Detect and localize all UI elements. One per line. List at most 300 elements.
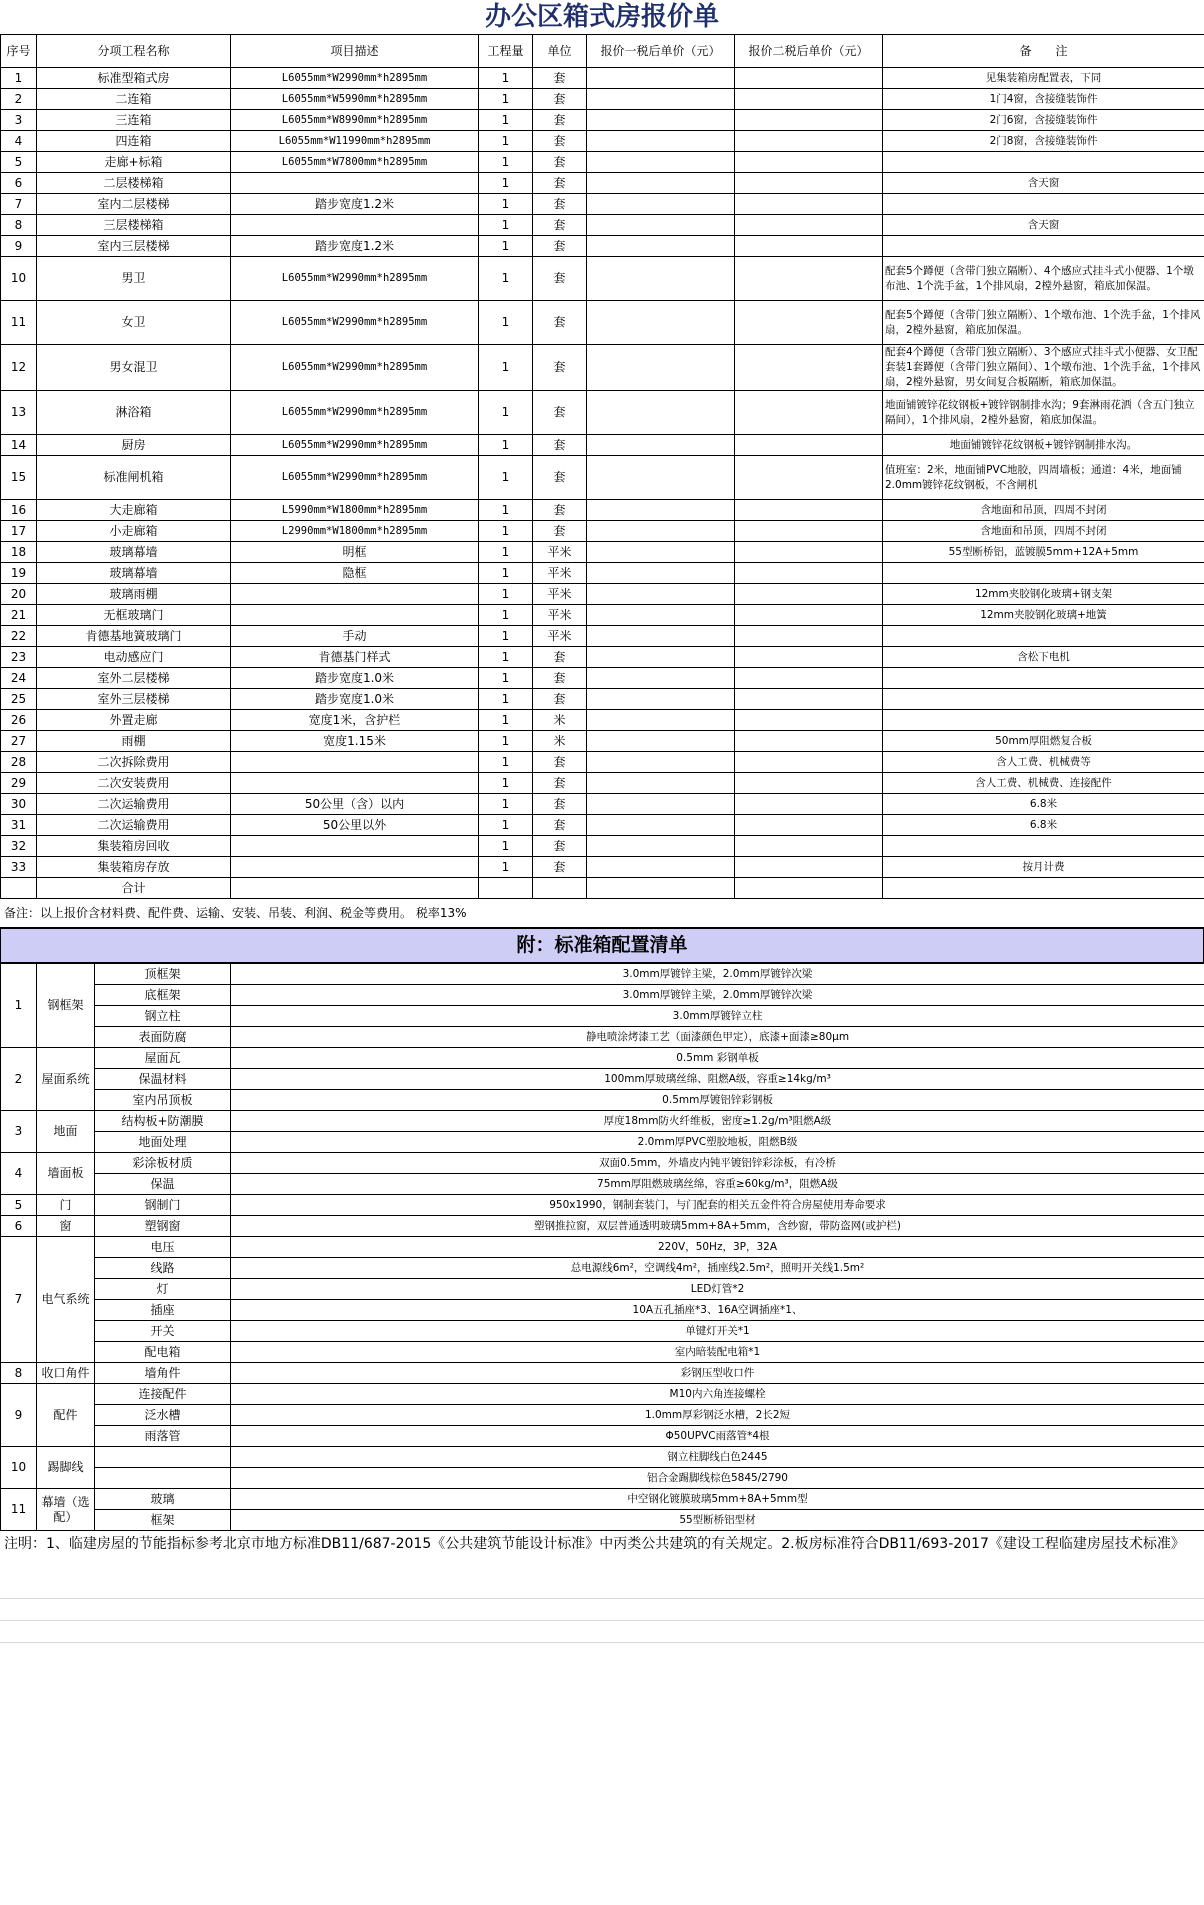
- row-desc: 肯德基门样式: [231, 647, 479, 668]
- row-qty: 1: [479, 731, 533, 752]
- row-desc: [231, 878, 479, 899]
- row-unit: 套: [533, 836, 587, 857]
- row-name: 标准型箱式房: [37, 68, 231, 89]
- row-qty: 1: [479, 500, 533, 521]
- row-price2: [735, 152, 883, 173]
- row-qty: 1: [479, 68, 533, 89]
- appendix-row: [1, 1300, 1204, 1321]
- appendix-spec: 室内暗装配电箱*1: [231, 1342, 1204, 1363]
- row-no: 26: [1, 710, 37, 731]
- row-desc: 50公里（含）以内: [231, 794, 479, 815]
- row-no: [1, 878, 37, 899]
- row-no: 23: [1, 647, 37, 668]
- row-price2: [735, 194, 883, 215]
- row-qty: 1: [479, 752, 533, 773]
- appendix-row: [1, 1195, 1204, 1216]
- row-price2: [735, 857, 883, 878]
- row-remark: 12mm夹胶钢化玻璃+钢支架: [883, 584, 1204, 605]
- row-price1: [587, 731, 735, 752]
- row-desc: 隐框: [231, 563, 479, 584]
- row-price1: [587, 647, 735, 668]
- appendix-spec: 10A五孔插座*3、16A空调插座*1、: [231, 1300, 1204, 1321]
- row-remark: 含地面和吊顶，四周不封闭: [883, 500, 1204, 521]
- row-no: 16: [1, 500, 37, 521]
- row-price1: [587, 173, 735, 194]
- row-remark: [883, 194, 1204, 215]
- row-price2: [735, 257, 883, 301]
- appendix-item: 电压: [95, 1237, 231, 1258]
- row-qty: 1: [479, 626, 533, 647]
- row-remark: 2门8窗，含接缝装饰件: [883, 131, 1204, 152]
- row-name: 无框玻璃门: [37, 605, 231, 626]
- table-row: [1, 131, 1204, 152]
- row-desc: 手动: [231, 626, 479, 647]
- row-name: 标准闸机箱: [37, 456, 231, 500]
- appendix-item: 墙角件: [95, 1363, 231, 1384]
- row-price1: [587, 710, 735, 731]
- row-name: 大走廊箱: [37, 500, 231, 521]
- appendix-row: [1, 1468, 1204, 1489]
- col-header-price1: 报价一税后单价（元）: [587, 35, 735, 68]
- row-desc: 明框: [231, 542, 479, 563]
- row-desc: L6055mm*W2990mm*h2895mm: [231, 345, 479, 391]
- appendix-group: 收口角件: [37, 1363, 95, 1384]
- row-desc: [231, 215, 479, 236]
- table-row: [1, 194, 1204, 215]
- row-unit: 米: [533, 731, 587, 752]
- row-remark: [883, 626, 1204, 647]
- row-desc: 踏步宽度1.0米: [231, 668, 479, 689]
- row-no: 28: [1, 752, 37, 773]
- appendix-item: 地面处理: [95, 1132, 231, 1153]
- row-price2: [735, 710, 883, 731]
- row-remark: [883, 668, 1204, 689]
- row-name: 二次运输费用: [37, 794, 231, 815]
- row-qty: 1: [479, 689, 533, 710]
- appendix-spec: 中空钢化镀膜玻璃5mm+8A+5mm型: [231, 1489, 1204, 1510]
- row-remark: 地面铺镀锌花纹钢板+镀锌钢制排水沟。: [883, 435, 1204, 456]
- table-row: [1, 626, 1204, 647]
- row-desc: [231, 752, 479, 773]
- row-no: 32: [1, 836, 37, 857]
- row-qty: 1: [479, 301, 533, 345]
- row-qty: 1: [479, 584, 533, 605]
- appendix-table: [0, 963, 1204, 1531]
- row-price2: [735, 236, 883, 257]
- row-remark: 含天窗: [883, 173, 1204, 194]
- row-no: 14: [1, 435, 37, 456]
- appendix-row: [1, 1132, 1204, 1153]
- row-price1: [587, 435, 735, 456]
- row-qty: 1: [479, 542, 533, 563]
- appendix-no: 8: [1, 1363, 37, 1384]
- row-price1: [587, 815, 735, 836]
- row-price2: [735, 563, 883, 584]
- row-price1: [587, 456, 735, 500]
- row-no: 5: [1, 152, 37, 173]
- row-price1: [587, 584, 735, 605]
- table-row: [1, 815, 1204, 836]
- row-price2: [735, 173, 883, 194]
- table-row: [1, 110, 1204, 131]
- appendix-spec: 75mm厚阻燃玻璃丝绵，容重≥60kg/m³，阻燃A级: [231, 1174, 1204, 1195]
- row-name: 雨棚: [37, 731, 231, 752]
- row-unit: 套: [533, 236, 587, 257]
- table-row: [1, 836, 1204, 857]
- row-price2: [735, 584, 883, 605]
- row-price1: [587, 752, 735, 773]
- row-price2: [735, 131, 883, 152]
- row-no: 30: [1, 794, 37, 815]
- row-unit: 平米: [533, 626, 587, 647]
- row-name: 二次拆除费用: [37, 752, 231, 773]
- appendix-no: 4: [1, 1153, 37, 1195]
- table-row: [1, 710, 1204, 731]
- appendix-spec: 1.0mm厚彩钢泛水槽，2长2短: [231, 1405, 1204, 1426]
- row-price2: [735, 456, 883, 500]
- row-unit: 套: [533, 689, 587, 710]
- table-row: [1, 668, 1204, 689]
- price-note: 备注：以上报价含材料费、配件费、运输、安装、吊装、利润、税金等费用。 税率13%: [4, 906, 467, 920]
- row-unit: 套: [533, 215, 587, 236]
- row-remark: 见集装箱房配置表，下同: [883, 68, 1204, 89]
- row-no: 13: [1, 391, 37, 435]
- row-qty: [479, 878, 533, 899]
- row-qty: 1: [479, 815, 533, 836]
- table-row: [1, 605, 1204, 626]
- row-desc: 踏步宽度1.2米: [231, 194, 479, 215]
- appendix-spec: 静电喷涂烤漆工艺（面漆颜色甲定），底漆+面漆≥80μm: [231, 1027, 1204, 1048]
- row-price1: [587, 500, 735, 521]
- appendix-spec: 3.0mm厚镀锌主梁，2.0mm厚镀锌次梁: [231, 964, 1204, 985]
- row-name: 男卫: [37, 257, 231, 301]
- row-remark: [883, 878, 1204, 899]
- row-no: 15: [1, 456, 37, 500]
- row-remark: [883, 710, 1204, 731]
- appendix-spec: 2.0mm厚PVC塑胶地板，阻燃B级: [231, 1132, 1204, 1153]
- appendix-spec: 3.0mm厚镀锌主梁，2.0mm厚镀锌次梁: [231, 985, 1204, 1006]
- table-row: [1, 752, 1204, 773]
- row-desc: L6055mm*W5990mm*h2895mm: [231, 89, 479, 110]
- row-name: 室外二层楼梯: [37, 668, 231, 689]
- table-row: [1, 89, 1204, 110]
- appendix-row: [1, 1048, 1204, 1069]
- col-header-remark: 备 注: [883, 35, 1204, 68]
- row-remark: 2门6窗，含接缝装饰件: [883, 110, 1204, 131]
- row-qty: 1: [479, 773, 533, 794]
- row-unit: 套: [533, 345, 587, 391]
- appendix-spec: 100mm厚玻璃丝绵、阻燃A级，容重≥14kg/m³: [231, 1069, 1204, 1090]
- row-name: 玻璃幕墙: [37, 542, 231, 563]
- row-unit: 套: [533, 456, 587, 500]
- row-name: 外置走廊: [37, 710, 231, 731]
- row-name: 集装箱房回收: [37, 836, 231, 857]
- row-no: 25: [1, 689, 37, 710]
- row-price2: [735, 731, 883, 752]
- row-no: 21: [1, 605, 37, 626]
- row-desc: [231, 773, 479, 794]
- row-unit: 套: [533, 668, 587, 689]
- row-qty: 1: [479, 836, 533, 857]
- row-price1: [587, 236, 735, 257]
- row-unit: 套: [533, 773, 587, 794]
- appendix-group: 踢脚线: [37, 1447, 95, 1489]
- row-no: 20: [1, 584, 37, 605]
- col-header-price2: 报价二税后单价（元）: [735, 35, 883, 68]
- row-qty: 1: [479, 521, 533, 542]
- row-no: 7: [1, 194, 37, 215]
- col-header-no: 序号: [1, 35, 37, 68]
- row-remark: 50mm厚阻燃复合板: [883, 731, 1204, 752]
- row-qty: 1: [479, 647, 533, 668]
- row-no: 12: [1, 345, 37, 391]
- appendix-item: 保温: [95, 1174, 231, 1195]
- row-no: 24: [1, 668, 37, 689]
- row-price2: [735, 752, 883, 773]
- row-remark: 1门4窗，含接缝装饰件: [883, 89, 1204, 110]
- appendix-group: 钢框架: [37, 964, 95, 1048]
- appendix-spec: 双面0.5mm，外墙皮内钝平镀铝锌彩涂板，有冷桥: [231, 1153, 1204, 1174]
- row-unit: 套: [533, 435, 587, 456]
- row-no: 3: [1, 110, 37, 131]
- row-remark: 55型断桥铝，蓝镀膜5mm+12A+5mm: [883, 542, 1204, 563]
- appendix-item: 插座: [95, 1300, 231, 1321]
- row-unit: 套: [533, 794, 587, 815]
- row-remark: 值班室：2米，地面铺PVC地胶，四周墙板；通道：4米，地面铺2.0mm镀锌花纹钢板，不含闸机: [883, 456, 1204, 500]
- row-price2: [735, 521, 883, 542]
- row-price1: [587, 257, 735, 301]
- appendix-group: 幕墙（选配）: [37, 1489, 95, 1531]
- row-no: 2: [1, 89, 37, 110]
- row-unit: 套: [533, 500, 587, 521]
- appendix-row: [1, 1384, 1204, 1405]
- row-no: 17: [1, 521, 37, 542]
- row-remark: [883, 836, 1204, 857]
- row-price1: [587, 110, 735, 131]
- row-price2: [735, 836, 883, 857]
- row-price1: [587, 89, 735, 110]
- row-unit: 套: [533, 857, 587, 878]
- row-remark: 6.8米: [883, 794, 1204, 815]
- appendix-row: [1, 1426, 1204, 1447]
- appendix-row: [1, 1321, 1204, 1342]
- table-row: [1, 731, 1204, 752]
- row-price2: [735, 689, 883, 710]
- row-qty: 1: [479, 215, 533, 236]
- row-unit: 套: [533, 152, 587, 173]
- row-price1: [587, 836, 735, 857]
- row-qty: 1: [479, 435, 533, 456]
- row-no: 33: [1, 857, 37, 878]
- appendix-item: 保温材料: [95, 1069, 231, 1090]
- appendix-no: 10: [1, 1447, 37, 1489]
- appendix-row: [1, 1258, 1204, 1279]
- row-no: 8: [1, 215, 37, 236]
- appendix-spec: M10内六角连接螺栓: [231, 1384, 1204, 1405]
- row-remark: 配套4个蹲便（含带门独立隔断）、3个感应式挂斗式小便器、女卫配套装1套蹲便（含带门独立隔间）、1个墩布池、1个洗手盆，1个排风扇，2樘外悬窗，男女间复合板隔断，箱底加保温。: [883, 345, 1204, 391]
- row-qty: 1: [479, 710, 533, 731]
- appendix-item: 顶框架: [95, 964, 231, 985]
- appendix-item: [95, 1468, 231, 1489]
- row-unit: 米: [533, 710, 587, 731]
- row-unit: 套: [533, 752, 587, 773]
- col-header-desc: 项目描述: [231, 35, 479, 68]
- row-price2: [735, 794, 883, 815]
- appendix-row: [1, 1237, 1204, 1258]
- row-remark: 地面铺镀锌花纹钢板+镀锌钢制排水沟；9套淋雨花洒（含五门独立隔间），1个排风扇，2樘外悬窗，箱底加保温。: [883, 391, 1204, 435]
- row-qty: 1: [479, 794, 533, 815]
- table-row: [1, 584, 1204, 605]
- appendix-spec: 950x1990，钢制套装门，与门配套的相关五金件符合房屋使用寿命要求: [231, 1195, 1204, 1216]
- row-price2: [735, 215, 883, 236]
- appendix-row: [1, 964, 1204, 985]
- appendix-spec: 总电源线6m²，空调线4m²，插座线2.5m²，照明开关线1.5m²: [231, 1258, 1204, 1279]
- table-row: [1, 173, 1204, 194]
- table-row: [1, 152, 1204, 173]
- appendix-item: 塑钢窗: [95, 1216, 231, 1237]
- appendix-item: 开关: [95, 1321, 231, 1342]
- table-row: [1, 215, 1204, 236]
- row-desc: L6055mm*W7800mm*h2895mm: [231, 152, 479, 173]
- appendix-group: 窗: [37, 1216, 95, 1237]
- row-qty: 1: [479, 131, 533, 152]
- row-no: 31: [1, 815, 37, 836]
- row-name: 淋浴箱: [37, 391, 231, 435]
- row-qty: 1: [479, 456, 533, 500]
- table-row: [1, 857, 1204, 878]
- appendix-no: 7: [1, 1237, 37, 1363]
- col-header-name: 分项工程名称: [37, 35, 231, 68]
- row-name: 二层楼梯箱: [37, 173, 231, 194]
- row-remark: 含松下电机: [883, 647, 1204, 668]
- appendix-no: 3: [1, 1111, 37, 1153]
- table-row: [1, 500, 1204, 521]
- row-unit: 套: [533, 68, 587, 89]
- row-price1: [587, 878, 735, 899]
- appendix-no: 9: [1, 1384, 37, 1447]
- appendix-item: 玻璃: [95, 1489, 231, 1510]
- row-remark: [883, 689, 1204, 710]
- appendix-row: [1, 985, 1204, 1006]
- row-desc: 50公里以外: [231, 815, 479, 836]
- row-unit: 套: [533, 815, 587, 836]
- row-price1: [587, 857, 735, 878]
- row-price1: [587, 521, 735, 542]
- appendix-row: [1, 1489, 1204, 1510]
- table-row: [1, 647, 1204, 668]
- table-row: [1, 773, 1204, 794]
- row-no: 27: [1, 731, 37, 752]
- appendix-group: 配件: [37, 1384, 95, 1447]
- row-desc: L6055mm*W2990mm*h2895mm: [231, 391, 479, 435]
- page-title: 办公区箱式房报价单: [484, 2, 719, 32]
- row-price2: [735, 605, 883, 626]
- row-name: 二次运输费用: [37, 815, 231, 836]
- appendix-title: 附：标准箱配置清单: [0, 927, 1204, 963]
- appendix-spec: 220V，50Hz，3P，32A: [231, 1237, 1204, 1258]
- row-qty: 1: [479, 89, 533, 110]
- row-name: 二次安装费用: [37, 773, 231, 794]
- row-unit: 套: [533, 257, 587, 301]
- row-unit: 套: [533, 89, 587, 110]
- table-row: [1, 345, 1204, 391]
- row-desc: L6055mm*W2990mm*h2895mm: [231, 435, 479, 456]
- row-unit: [533, 878, 587, 899]
- row-qty: 1: [479, 110, 533, 131]
- appendix-item: 线路: [95, 1258, 231, 1279]
- row-price2: [735, 773, 883, 794]
- table-row: [1, 542, 1204, 563]
- row-unit: 套: [533, 194, 587, 215]
- row-price2: [735, 301, 883, 345]
- row-price1: [587, 215, 735, 236]
- row-price2: [735, 89, 883, 110]
- row-desc: [231, 173, 479, 194]
- row-unit: 平米: [533, 542, 587, 563]
- appendix-item: 结构板+防潮膜: [95, 1111, 231, 1132]
- row-no: 6: [1, 173, 37, 194]
- appendix-no: 5: [1, 1195, 37, 1216]
- row-name: 室内二层楼梯: [37, 194, 231, 215]
- appendix-item: 室内吊顶板: [95, 1090, 231, 1111]
- appendix-row: [1, 1510, 1204, 1531]
- table-row: [1, 68, 1204, 89]
- row-qty: 1: [479, 605, 533, 626]
- appendix-spec: 塑钢推拉窗，双层普通透明玻璃5mm+8A+5mm，含纱窗，带防盗网(或护栏): [231, 1216, 1204, 1237]
- appendix-row: [1, 1174, 1204, 1195]
- row-desc: [231, 584, 479, 605]
- appendix-row: [1, 1111, 1204, 1132]
- appendix-item: 泛水槽: [95, 1405, 231, 1426]
- row-price1: [587, 605, 735, 626]
- appendix-group: 地面: [37, 1111, 95, 1153]
- row-qty: 1: [479, 563, 533, 584]
- appendix-spec: 55型断桥铝型材: [231, 1510, 1204, 1531]
- row-price1: [587, 542, 735, 563]
- row-price2: [735, 500, 883, 521]
- row-desc: L6055mm*W11990mm*h2895mm: [231, 131, 479, 152]
- row-qty: 1: [479, 391, 533, 435]
- row-no: 10: [1, 257, 37, 301]
- row-no: 18: [1, 542, 37, 563]
- row-unit: 平米: [533, 605, 587, 626]
- row-price1: [587, 794, 735, 815]
- row-unit: 套: [533, 173, 587, 194]
- appendix-row: [1, 1405, 1204, 1426]
- table-header-row: [1, 35, 1204, 68]
- appendix-spec: 单键灯开关*1: [231, 1321, 1204, 1342]
- row-name: 二连箱: [37, 89, 231, 110]
- appendix-group: 墙面板: [37, 1153, 95, 1195]
- row-unit: 套: [533, 391, 587, 435]
- row-name: 合计: [37, 878, 231, 899]
- row-desc: L6055mm*W2990mm*h2895mm: [231, 257, 479, 301]
- row-name: 厨房: [37, 435, 231, 456]
- row-price1: [587, 301, 735, 345]
- appendix-spec: Φ50UPVC雨落管*4根: [231, 1426, 1204, 1447]
- row-price2: [735, 626, 883, 647]
- appendix-spec: 铝合金踢脚线棕色5845/2790: [231, 1468, 1204, 1489]
- row-name: 小走廊箱: [37, 521, 231, 542]
- row-price2: [735, 68, 883, 89]
- row-name: 室外三层楼梯: [37, 689, 231, 710]
- row-price1: [587, 563, 735, 584]
- row-remark: 配套5个蹲便（含带门独立隔断）、4个感应式挂斗式小便器、1个墩布池、1个洗手盆，1个排风扇，2樘外悬窗，箱底加保温。: [883, 257, 1204, 301]
- row-desc: 宽度1.15米: [231, 731, 479, 752]
- appendix-spec: 3.0mm厚镀锌立柱: [231, 1006, 1204, 1027]
- table-row: [1, 878, 1204, 899]
- row-remark: 含地面和吊顶，四周不封闭: [883, 521, 1204, 542]
